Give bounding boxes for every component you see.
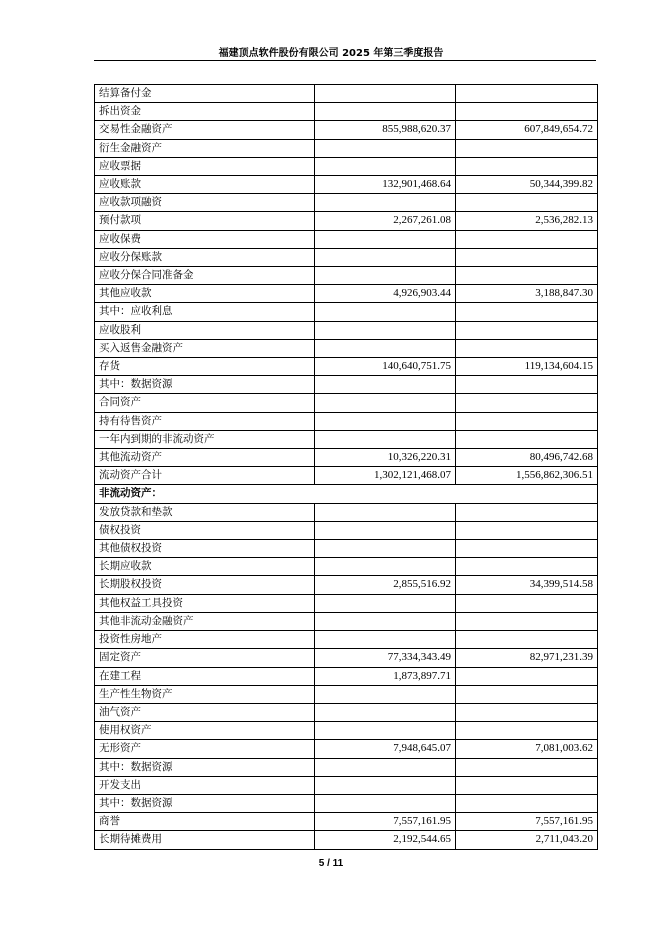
current-period-value — [315, 540, 456, 558]
prior-period-value — [456, 794, 598, 812]
row-label: 投资性房地产 — [95, 631, 315, 649]
table-row — [95, 558, 598, 576]
header-divider — [94, 60, 596, 61]
current-period-value — [315, 776, 456, 794]
prior-period-value — [456, 758, 598, 776]
row-label: 其中：数据资源 — [95, 376, 315, 394]
table-row — [95, 394, 598, 412]
current-period-value — [315, 430, 456, 448]
prior-period-value — [456, 267, 598, 285]
row-label: 开发支出 — [95, 776, 315, 794]
row-label: 应收分保合同准备金 — [95, 267, 315, 285]
row-label: 生产性生物资产 — [95, 685, 315, 703]
table-row — [95, 176, 598, 194]
prior-period-value — [456, 85, 598, 103]
row-label: 合同资产 — [95, 394, 315, 412]
current-period-value: 140,640,751.75 — [315, 358, 456, 376]
prior-period-value: 82,971,231.39 — [456, 649, 598, 667]
table-row — [95, 685, 598, 703]
table-row — [95, 139, 598, 157]
prior-period-value: 34,399,514.58 — [456, 576, 598, 594]
row-label: 长期待摊费用 — [95, 831, 315, 849]
prior-period-value — [456, 776, 598, 794]
prior-period-value: 7,081,003.62 — [456, 740, 598, 758]
table-row — [95, 594, 598, 612]
table-row — [95, 667, 598, 685]
page-header-title: 福建顶点软件股份有限公司 2025 年第三季度报告 — [218, 48, 444, 59]
table-row — [95, 758, 598, 776]
current-period-value: 1,873,897.71 — [315, 667, 456, 685]
row-label: 发放贷款和垫款 — [95, 503, 315, 521]
table-row — [95, 576, 598, 594]
prior-period-value — [456, 157, 598, 175]
prior-period-value — [456, 248, 598, 266]
row-label: 长期应收款 — [95, 558, 315, 576]
row-label: 在建工程 — [95, 667, 315, 685]
table-row — [95, 449, 598, 467]
row-label: 应收保费 — [95, 230, 315, 248]
prior-period-value — [456, 103, 598, 121]
prior-period-value — [456, 412, 598, 430]
current-period-value: 10,326,220.31 — [315, 449, 456, 467]
table-row — [95, 649, 598, 667]
prior-period-value: 7,557,161.95 — [456, 813, 598, 831]
prior-period-value — [456, 303, 598, 321]
current-period-value — [315, 267, 456, 285]
current-period-value — [315, 703, 456, 721]
row-label: 衍生金融资产 — [95, 139, 315, 157]
prior-period-value: 50,344,399.82 — [456, 176, 598, 194]
row-label: 其他应收款 — [95, 285, 315, 303]
current-period-value — [315, 503, 456, 521]
table-row — [95, 121, 598, 139]
table-row — [95, 157, 598, 175]
prior-period-value — [456, 558, 598, 576]
row-label: 其中：应收利息 — [95, 303, 315, 321]
row-label: 一年内到期的非流动资产 — [95, 430, 315, 448]
table-row — [95, 831, 598, 849]
prior-period-value — [456, 540, 598, 558]
prior-period-value — [456, 503, 598, 521]
current-period-value: 132,901,468.64 — [315, 176, 456, 194]
current-period-value: 2,855,516.92 — [315, 576, 456, 594]
row-label: 其他非流动金融资产 — [95, 612, 315, 630]
row-label: 流动资产合计 — [95, 467, 315, 485]
current-period-value: 855,988,620.37 — [315, 121, 456, 139]
prior-period-value: 607,849,654.72 — [456, 121, 598, 139]
prior-period-value — [456, 139, 598, 157]
prior-period-value — [456, 631, 598, 649]
current-period-value — [315, 722, 456, 740]
table-row — [95, 267, 598, 285]
table-row — [95, 740, 598, 758]
current-period-value — [315, 85, 456, 103]
current-period-value — [315, 758, 456, 776]
prior-period-value — [456, 194, 598, 212]
current-period-value — [315, 612, 456, 630]
prior-period-value — [456, 521, 598, 539]
row-label: 应收票据 — [95, 157, 315, 175]
table-row — [95, 612, 598, 630]
table-row — [95, 85, 598, 103]
current-period-value: 7,557,161.95 — [315, 813, 456, 831]
prior-period-value: 1,556,862,306.51 — [456, 467, 598, 485]
table-row — [95, 339, 598, 357]
table-row — [95, 430, 598, 448]
current-period-value — [315, 321, 456, 339]
current-period-value — [315, 139, 456, 157]
table-row — [95, 376, 598, 394]
prior-period-value — [456, 430, 598, 448]
current-period-value: 1,302,121,468.07 — [315, 467, 456, 485]
prior-period-value — [456, 722, 598, 740]
current-period-value — [315, 376, 456, 394]
prior-period-value: 2,711,043.20 — [456, 831, 598, 849]
table-row — [95, 631, 598, 649]
row-label: 其他债权投资 — [95, 540, 315, 558]
row-label: 债权投资 — [95, 521, 315, 539]
table-row — [95, 722, 598, 740]
table-row — [95, 521, 598, 539]
row-label: 存货 — [95, 358, 315, 376]
balance-sheet-body — [95, 85, 598, 850]
current-period-value — [315, 103, 456, 121]
row-label: 交易性金融资产 — [95, 121, 315, 139]
row-label: 应收账款 — [95, 176, 315, 194]
current-period-value — [315, 230, 456, 248]
table-row — [95, 776, 598, 794]
current-period-value: 77,334,343.49 — [315, 649, 456, 667]
prior-period-value: 119,134,604.15 — [456, 358, 598, 376]
prior-period-value — [456, 321, 598, 339]
current-period-value — [315, 194, 456, 212]
table-row — [95, 230, 598, 248]
table-row — [95, 467, 598, 485]
current-period-value — [315, 631, 456, 649]
current-period-value — [315, 412, 456, 430]
current-period-value — [315, 685, 456, 703]
row-label: 其中：数据资源 — [95, 794, 315, 812]
row-label: 油气资产 — [95, 703, 315, 721]
row-label: 长期股权投资 — [95, 576, 315, 594]
table-row — [95, 212, 598, 230]
current-period-value: 4,926,903.44 — [315, 285, 456, 303]
current-period-value — [315, 794, 456, 812]
section-heading: 非流动资产： — [95, 485, 598, 503]
table-row — [95, 794, 598, 812]
row-label: 结算备付金 — [95, 85, 315, 103]
row-label: 拆出资金 — [95, 103, 315, 121]
table-row — [95, 503, 598, 521]
row-label: 无形资产 — [95, 740, 315, 758]
current-period-value — [315, 521, 456, 539]
page-number: 5 / 11 — [318, 858, 344, 869]
current-period-value — [315, 303, 456, 321]
current-period-value — [315, 394, 456, 412]
row-label: 其他权益工具投资 — [95, 594, 315, 612]
prior-period-value — [456, 612, 598, 630]
row-label: 预付款项 — [95, 212, 315, 230]
table-row — [95, 321, 598, 339]
prior-period-value — [456, 376, 598, 394]
table-row — [95, 194, 598, 212]
prior-period-value — [456, 230, 598, 248]
prior-period-value — [456, 667, 598, 685]
prior-period-value: 80,496,742.68 — [456, 449, 598, 467]
table-row — [95, 813, 598, 831]
prior-period-value — [456, 394, 598, 412]
prior-period-value — [456, 685, 598, 703]
row-label: 使用权资产 — [95, 722, 315, 740]
current-period-value — [315, 339, 456, 357]
row-label: 应收分保账款 — [95, 248, 315, 266]
table-row — [95, 412, 598, 430]
current-period-value — [315, 558, 456, 576]
row-label: 其中：数据资源 — [95, 758, 315, 776]
current-period-value — [315, 248, 456, 266]
table-row — [95, 703, 598, 721]
table-row — [95, 485, 598, 503]
table-row — [95, 248, 598, 266]
table-row — [95, 540, 598, 558]
prior-period-value — [456, 594, 598, 612]
row-label: 其他流动资产 — [95, 449, 315, 467]
row-label: 应收款项融资 — [95, 194, 315, 212]
current-period-value: 7,948,645.07 — [315, 740, 456, 758]
row-label: 持有待售资产 — [95, 412, 315, 430]
current-period-value: 2,267,261.08 — [315, 212, 456, 230]
row-label: 应收股利 — [95, 321, 315, 339]
prior-period-value: 2,536,282.13 — [456, 212, 598, 230]
prior-period-value — [456, 339, 598, 357]
prior-period-value: 3,188,847.30 — [456, 285, 598, 303]
table-row — [95, 103, 598, 121]
current-period-value — [315, 594, 456, 612]
current-period-value: 2,192,544.65 — [315, 831, 456, 849]
table-row — [95, 285, 598, 303]
table-row — [95, 303, 598, 321]
row-label: 固定资产 — [95, 649, 315, 667]
row-label: 商誉 — [95, 813, 315, 831]
prior-period-value — [456, 703, 598, 721]
table-row — [95, 358, 598, 376]
balance-sheet-table — [94, 84, 598, 850]
row-label: 买入返售金融资产 — [95, 339, 315, 357]
current-period-value — [315, 157, 456, 175]
